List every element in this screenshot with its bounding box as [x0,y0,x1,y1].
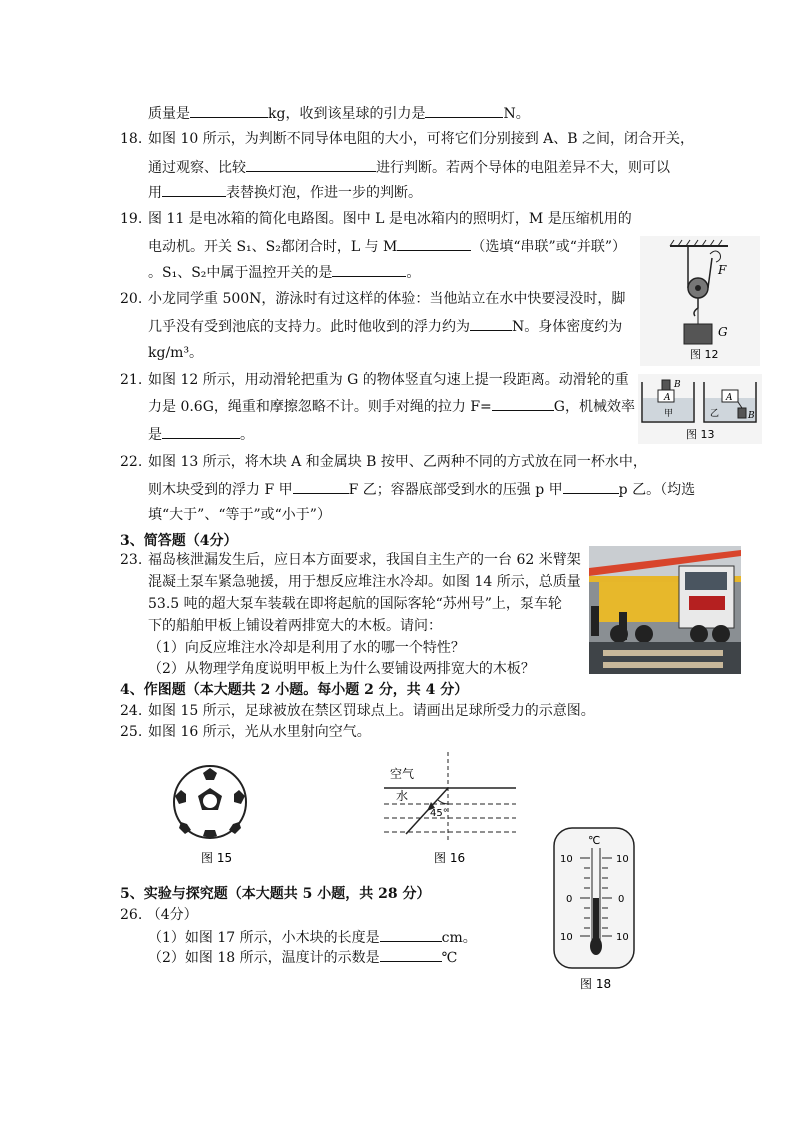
figure-12-pulley [640,236,760,366]
q22-text-b: F 乙；容器底部受到水的压强 p 甲 [348,482,563,498]
q21-text-c: 是 [148,427,162,443]
q18-text-d: 表替换灯泡，作进一步的判断。 [226,185,422,201]
fig13-label-yi: 乙 [710,409,720,419]
fig18-tick-bottom-right: 10 [616,932,629,943]
fig18-tick-bottom-left: 10 [560,932,573,943]
q21-line3 [148,424,254,445]
fig18-tick-mid-right: 0 [618,894,625,905]
fig16-caption: 图 16 [434,851,466,865]
q18-text-a: 通过观察、比较 [148,160,246,176]
q22-buoyancy-blank[interactable] [293,479,349,494]
fig13-label-b2: B [748,411,755,421]
q21-text-a: 力是 0.6G，绳重和摩擦忽略不计。则手对绳的拉力 F= [148,399,492,415]
q22-line3: 填“大于”、“等于”或“小于”） [148,507,331,523]
q17-text-b: kg，收到该星球的引力是 [268,106,426,122]
q24-text: 如图 15 所示，足球被放在禁区罚球点上。请画出足球所受力的示意图。 [148,703,595,719]
q21-force-blank[interactable] [492,396,554,411]
q17-continuation [148,103,530,124]
q23-number: 23. [120,552,143,568]
q19-line3 [148,262,420,283]
q26-number [120,905,198,925]
q17-force-blank[interactable] [425,103,503,118]
fig13-label-jia: 甲 [664,409,674,419]
q19-number: 19. [120,211,143,227]
q20-line1: 小龙同学重 500N，游泳时有过这样的体验：当他站立在水中快要浸没时，脚 [148,291,626,307]
q26-score: （4分） [146,907,198,923]
fig15-caption: 图 15 [201,851,233,865]
q21-text-d: 。 [240,427,254,443]
fig13-label-a2: A [726,393,733,403]
q21-efficiency-blank[interactable] [162,424,240,439]
q20-text-b: N。身体密度约为 [512,319,623,335]
q20-number: 20. [120,291,143,307]
q19-text-d: 。 [406,265,421,281]
q18-meter-blank[interactable] [162,182,226,197]
q20-line3: kg/m³。 [148,345,204,361]
q17-text-c: N。 [503,106,530,122]
fig18-tick-mid-left: 0 [566,894,573,905]
fig13-caption: 图 13 [686,428,715,441]
q24-number: 24. [120,703,143,719]
fig16-air-label: 空气 [390,767,415,781]
q25-text: 如图 16 所示，光从水里射向空气。 [148,724,371,740]
fig18-tick-top-right: 10 [616,854,629,865]
fig12-force-label: F [718,263,727,277]
q21-line2 [148,396,635,417]
q18-line3 [148,182,422,203]
q17-text-a: 质量是 [148,106,190,122]
q21-line1: 如图 12 所示，用动滑轮把重为 G 的物体竖直匀速上提一段距离。动滑轮的重 [148,372,629,388]
figure-15-soccer-ball [165,752,265,872]
q17-mass-blank[interactable] [190,103,268,118]
q18-text-b: 进行判断。若两个导体的电阻差异不大，则可以 [376,160,670,176]
q22-line1: 如图 13 所示，将木块 A 和金属块 B 按甲、乙两种不同的方式放在同一杯水中， [148,454,647,470]
q21-number: 21. [120,372,143,388]
q26-length-blank[interactable] [380,927,442,942]
fig16-angle-label: 45° [430,808,448,819]
q22-text-a: 则木块受到的浮力 F 甲 [148,482,293,498]
fig16-water-label: 水 [396,789,409,803]
q26-sub2-unit: ℃ [441,950,458,966]
q22-pressure-blank[interactable] [563,479,619,494]
q19-text-a: 电动机。开关 S₁、S₂都闭合时，L 与 M [148,239,398,255]
q19-line1: 图 11 是电冰箱的简化电路图。图中 L 是电冰箱内的照明灯，M 是压缩机用的 [148,211,632,227]
q18-compare-blank[interactable] [246,157,376,172]
q26-sub2-text: （2）如图 18 所示，温度计的示数是 [148,950,380,966]
q20-line2 [148,316,622,337]
q18-text-c: 用 [148,185,162,201]
q18-number: 18. [120,131,143,147]
figure-13-containers [638,374,762,444]
q22-line2 [148,479,695,500]
fig12-weight-label: G [718,325,728,339]
q23-line1: 福岛核泄漏发生后，应日本方面要求，我国自主生产的一台 62 米臂架 [148,552,581,568]
q23-sub1: （1）向反应堆注水冷却是利用了水的哪一个特性？ [148,640,465,656]
q26-sub1 [148,927,477,948]
q26-temp-blank[interactable] [380,947,442,962]
fig12-caption: 图 12 [690,348,719,361]
q19-connection-blank[interactable] [397,236,471,251]
q19-switch-blank[interactable] [332,262,406,277]
q19-text-b: （选填“串联”或“并联”） [471,239,627,255]
q23-sub2: （2）从物理学角度说明甲板上为什么要铺设两排宽大的木板？ [148,661,535,677]
fig18-caption: 图 18 [580,977,612,991]
q26-sub2 [148,947,457,968]
figure-18-thermometer [544,824,650,994]
figure-14-pump-truck-photo [589,546,741,674]
q20-text-a: 几乎没有受到池底的支持力。此时他收到的浮力约为 [148,319,470,335]
q26-sub1-text: （1）如图 17 所示，小木块的长度是 [148,930,380,946]
q23-line3: 53.5 吨的超大泵车装载在即将起航的国际客轮“苏州号”上，泵车轮 [148,596,562,612]
q19-line2 [148,236,626,257]
fig13-label-b1: B [674,380,681,390]
q18-line1: 如图 10 所示，为判断不同导体电阻的大小，可将它们分别接到 A、B 之间，闭合开关， [148,131,695,147]
fig18-unit: ℃ [588,834,601,847]
section-4-heading: 4、作图题（本大题共 2 小题。每小题 2 分，共 4 分） [120,682,469,698]
figure-16-refraction [380,752,540,872]
q18-line2 [148,157,670,178]
q23-line2: 混凝土泵车紧急驰援，用于想反应堆注水冷却。如图 14 所示，总质量 [148,574,581,590]
fig18-tick-top-left: 10 [560,854,573,865]
q21-text-b: G，机械效率 [553,399,635,415]
q22-text-c: p 乙。（均选 [618,482,696,498]
q26-num: 26. [120,907,143,923]
q19-text-c: 。S₁、S₂中属于温控开关的是 [148,265,333,281]
q23-line4: 下的船舶甲板上铺设着两排宽大的木板。请问： [148,618,442,634]
q20-buoyancy-blank[interactable] [470,316,512,331]
q25-number: 25. [120,724,143,740]
section-3-heading: 3、简答题（4分） [120,533,238,549]
fig13-label-a1: A [664,393,671,403]
q22-number: 22. [120,454,143,470]
q26-sub1-unit: cm。 [441,930,477,946]
section-5-heading: 5、实验与探究题（本大题共 5 小题，共 28 分） [120,886,431,902]
